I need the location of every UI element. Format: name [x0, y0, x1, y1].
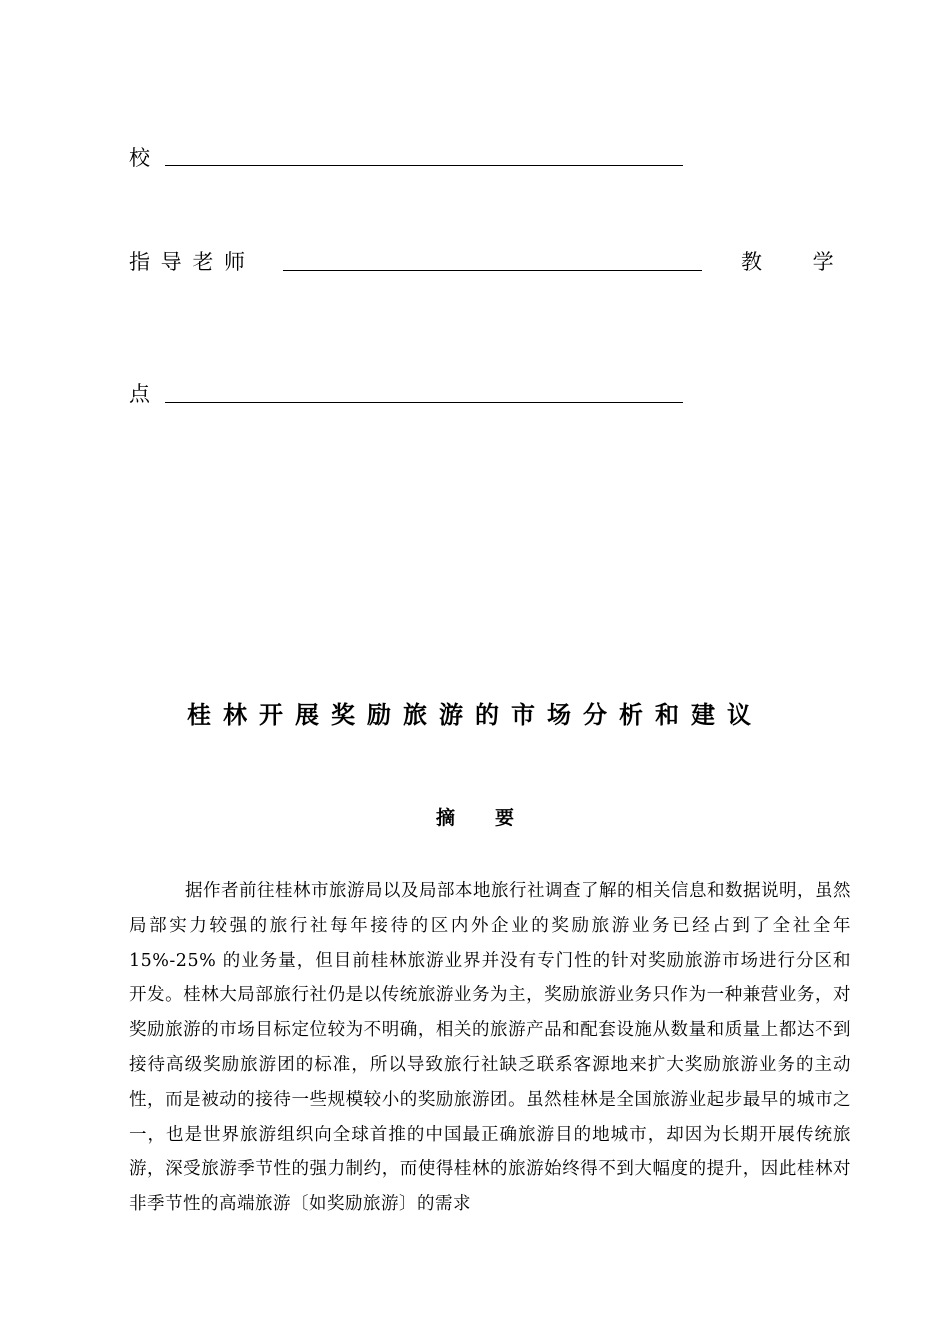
school-field-line — [165, 165, 683, 166]
paper-title: 桂林开展奖励旅游的市场分析和建议 — [187, 701, 763, 729]
abstract-heading: 摘要 — [435, 807, 554, 829]
abstract-body: 据作者前往桂林市旅游局以及局部本地旅行社调查了解的相关信息和数据说明，虽然局部实力较强的旅行社每年接待的区内外企业的奖励旅游业务已经占到了全社全年15%-25% 的业务量，但目前桂林旅游业界并没有专门性的针对奖励旅游市场进行分区和开发。桂林大局部旅行社仍是以传统旅游业务为主，奖励旅游业务只作为一种兼营业务，对奖励旅游的市场目标定位较为不明确，相关的旅游产品和配套设施从数量和质量上都达不到接待高级奖励旅游团的标准，所以导致旅行社缺乏联系客源地来扩大奖励旅游业务的主动性，而是被动的接待一些规模较小的奖励旅游团。虽然桂林是全国旅游业起步最早的城市之一，也是世界旅游组织向全球首推的中国最正确旅游目的地城市，却因为长期开展传统旅游，深受旅游季节性的强力制约，而使得桂林的旅游始终得不到大幅度的提升，因此桂林对非季节性的高端旅游〔如奖励旅游〕的需求 — [129, 881, 851, 1215]
school-label: 校 — [129, 146, 150, 170]
point-field-line — [165, 402, 683, 403]
advisor-field-line — [283, 270, 702, 271]
point-label: 点 — [129, 382, 150, 406]
teaching-label: 教 学 — [741, 250, 856, 274]
advisor-label: 指 导 老 师 — [129, 250, 248, 274]
